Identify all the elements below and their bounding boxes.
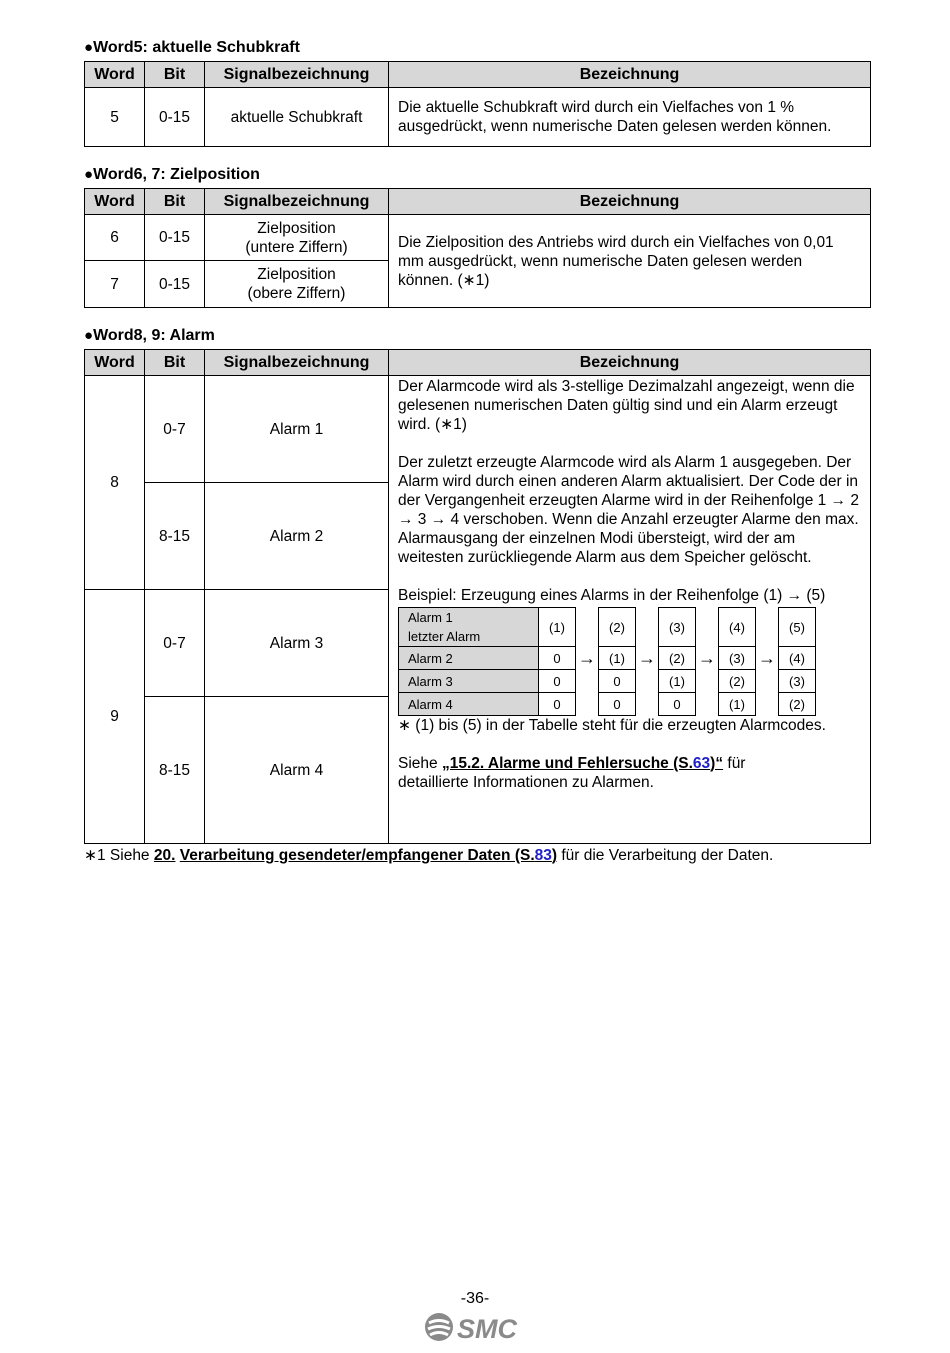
mini-cell: (1): [719, 693, 756, 716]
mini-cell: (4): [719, 608, 756, 647]
mini-cell: 0: [599, 670, 636, 693]
cell-bit: 8-15: [145, 697, 205, 844]
cell-bit: 0-15: [145, 215, 205, 261]
cell-signal: Alarm 3: [205, 590, 389, 697]
section-title-word89: ●Word8, 9: Alarm: [84, 327, 215, 344]
word67-table: [84, 188, 871, 308]
arrow-spacer: [576, 608, 599, 647]
header-desc: Bezeichnung: [389, 189, 871, 215]
mini-cell: (3): [719, 647, 756, 670]
arrow-spacer: [696, 670, 719, 693]
signal-line: (untere Ziffern): [245, 238, 348, 256]
cell-desc: Die aktuelle Schubkraft wird durch ein Vielfaches von 1 % ausgedrückt, wenn numerische Daten gelesen werden können.: [389, 88, 871, 147]
cell-word: 9: [85, 590, 145, 844]
word5-table: [84, 61, 871, 147]
footnote-section-number: 20.: [153, 847, 176, 864]
logo-text: SMC: [457, 1314, 517, 1344]
smc-logo-icon: [423, 1310, 527, 1344]
document-page: [84, 38, 870, 866]
table-row: [85, 376, 871, 483]
table-row: [85, 215, 871, 261]
desc-paragraph: Der Alarmcode wird als 3-stellige Dezimalzahl angezeigt, wenn die gelesenen numerischen Daten gültig sind und ein Alarm erzeugt wird. (∗1): [398, 378, 855, 433]
mini-cell: 0: [539, 670, 576, 693]
signal-line: Zielposition: [257, 266, 336, 283]
page-footer: [0, 1290, 950, 1349]
desc-reference: Siehe „15.2. Alarme und Fehlersuche (S.63)“ für: [398, 755, 746, 772]
arrow-spacer: [636, 670, 659, 693]
mini-label: Alarm 1 letzter Alarm: [399, 608, 539, 647]
mini-cell: (1): [539, 608, 576, 647]
mini-cell: 0: [659, 693, 696, 716]
desc-paragraph: Beispiel: Erzeugung eines Alarms in der Reihenfolge (1) → (5): [398, 587, 826, 604]
arrow-spacer: [756, 608, 779, 647]
bullet-icon: ●: [84, 166, 94, 183]
cell-desc: Die Zielposition des Antriebs wird durch ein Vielfaches von 0,01 mm ausgedrückt, wenn numerische Daten gelesen werden können. (∗1): [389, 215, 871, 308]
cell-desc: [389, 376, 871, 844]
mini-row: [399, 608, 816, 647]
header-signal: Signalbezeichnung: [205, 62, 389, 88]
cell-bit: 8-15: [145, 483, 205, 590]
mini-label: Alarm 4: [399, 693, 539, 716]
cell-bit: 0-15: [145, 261, 205, 308]
mini-cell: (2): [599, 608, 636, 647]
mini-cell: (1): [659, 670, 696, 693]
mini-cell: (2): [719, 670, 756, 693]
mini-row: [399, 693, 816, 716]
arrow-spacer: [576, 693, 599, 716]
cell-bit: 0-7: [145, 590, 205, 697]
table-row: [85, 88, 871, 147]
bullet-icon: ●: [84, 39, 94, 56]
arrow-right-icon: →: [576, 647, 599, 670]
mini-cell: 0: [539, 647, 576, 670]
cell-word: 7: [85, 261, 145, 308]
arrow-right-icon: →: [636, 647, 659, 670]
header-bit: Bit: [145, 350, 205, 376]
mini-cell: (4): [779, 647, 816, 670]
table-header-row: [85, 62, 871, 88]
desc-paragraph: Der zuletzt erzeugte Alarmcode wird als Alarm 1 ausgegeben. Der Alarm wird durch einen anderen Alarm aktualisiert. Der Code der in der Vergangenheit erzeugten Alarme wird in der Reihenfolge 1 → 2 → 3 → 4 verschoben. Wenn die Anzahl erzeugter Alarme den max. Alarmausgang der einzelnen Modi übersteigt, wird der am weitesten zurückliegende Alarm aus dem Speicher gelöscht.: [398, 454, 859, 566]
mini-cell: (1): [599, 647, 636, 670]
mini-cell: (3): [779, 670, 816, 693]
arrow-right-icon: →: [756, 647, 779, 670]
arrow-spacer: [576, 670, 599, 693]
mini-label: Alarm 3: [399, 670, 539, 693]
cell-signal: [205, 261, 389, 308]
cell-signal: Alarm 1: [205, 376, 389, 483]
header-signal: Signalbezeichnung: [205, 350, 389, 376]
page-number: -36-: [460, 1290, 490, 1307]
bullet-icon: ●: [84, 327, 94, 344]
smc-logo: [423, 1310, 527, 1349]
footnote-reference-link[interactable]: Verarbeitung gesendeter/empfangener Daten (S.83): [179, 847, 558, 864]
arrow-spacer: [696, 693, 719, 716]
header-signal: Signalbezeichnung: [205, 189, 389, 215]
cell-word: 5: [85, 88, 145, 147]
word89-table: [84, 349, 871, 844]
header-bit: Bit: [145, 62, 205, 88]
table-header-row: [85, 350, 871, 376]
header-desc: Bezeichnung: [389, 62, 871, 88]
cell-word: 6: [85, 215, 145, 261]
arrow-spacer: [696, 608, 719, 647]
mini-label: Alarm 2: [399, 647, 539, 670]
signal-line: Zielposition: [257, 219, 336, 237]
cell-word: 8: [85, 376, 145, 590]
header-desc: Bezeichnung: [389, 350, 871, 376]
cell-signal: Alarm 4: [205, 697, 389, 844]
section-title-word67: ●Word6, 7: Zielposition: [84, 166, 260, 183]
cell-bit: 0-7: [145, 376, 205, 483]
header-bit: Bit: [145, 189, 205, 215]
arrow-spacer: [756, 670, 779, 693]
mini-cell: (5): [779, 608, 816, 647]
cell-bit: 0-15: [145, 88, 205, 147]
alarm-reference-link[interactable]: „15.2. Alarme und Fehlersuche (S.63)“: [441, 755, 724, 772]
arrow-spacer: [756, 693, 779, 716]
arrow-spacer: [636, 608, 659, 647]
mini-row: [399, 670, 816, 693]
section-title-word5: ●Word5: aktuelle Schubkraft: [84, 39, 300, 56]
mini-cell: (2): [659, 647, 696, 670]
footnote: ∗1 Siehe 20. Verarbeitung gesendeter/empfangener Daten (S.83) für die Verarbeitung der Daten.: [84, 847, 774, 864]
desc-reference-line: detaillierte Informationen zu Alarmen.: [398, 774, 654, 791]
header-word: Word: [85, 350, 145, 376]
mini-cell: (3): [659, 608, 696, 647]
cell-signal: aktuelle Schubkraft: [205, 88, 389, 147]
alarm-example-table: [398, 607, 816, 716]
arrow-spacer: [636, 693, 659, 716]
mini-cell: 0: [599, 693, 636, 716]
header-word: Word: [85, 189, 145, 215]
cell-signal: [205, 215, 389, 261]
table-header-row: [85, 189, 871, 215]
cell-signal: Alarm 2: [205, 483, 389, 590]
signal-line: (obere Ziffern): [247, 285, 346, 302]
header-word: Word: [85, 62, 145, 88]
mini-cell: 0: [539, 693, 576, 716]
desc-paragraph: ∗ (1) bis (5) in der Tabelle steht für die erzeugten Alarmcodes.: [398, 717, 826, 734]
arrow-right-icon: →: [696, 647, 719, 670]
mini-row: [399, 647, 816, 670]
mini-cell: (2): [779, 693, 816, 716]
